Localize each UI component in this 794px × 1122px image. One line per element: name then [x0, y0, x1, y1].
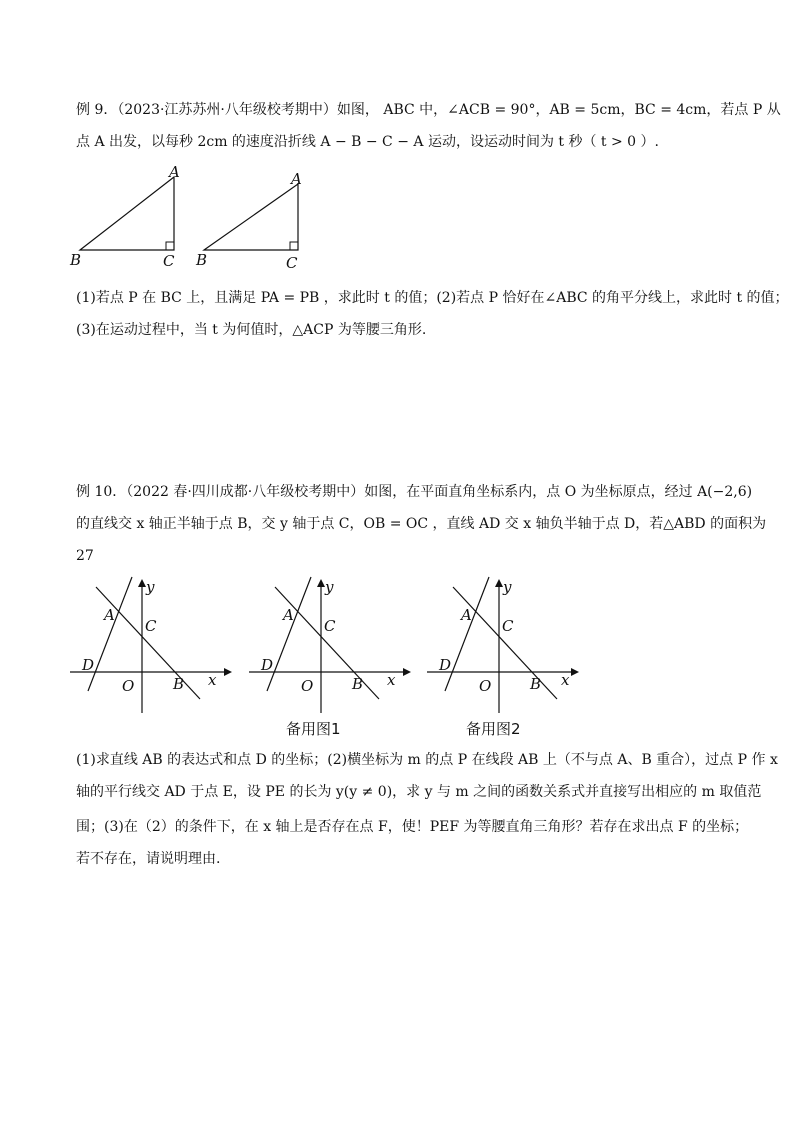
point-b-label: B: [352, 675, 364, 693]
origin-label: O: [301, 677, 314, 695]
example10-question-line4: 若不存在，请说明理由.: [76, 851, 221, 867]
triangle-figure-1: [66, 165, 186, 270]
point-d-label: D: [82, 656, 95, 674]
point-c-label: C: [502, 617, 514, 635]
x-axis-label: x: [208, 671, 217, 689]
coordinate-graph-backup-2: [427, 575, 597, 715]
example9-line1: 例 9．（2023·江苏苏州·八年级校考期中）如图， ABC 中，∠ACB = 90°，AB = 5cm，BC = 4cm，若点 P 从: [76, 102, 781, 118]
example9-line2: 点 A 出发，以每秒 2cm 的速度沿折线 A − B − C − A 运动，设运动时间为 t 秒（ t > 0 ）.: [76, 134, 659, 150]
triangle-figure-2: [190, 165, 310, 270]
example9-question-line2: (3)在运动过程中，当 t 为何值时，△ACP 为等腰三角形.: [76, 322, 427, 338]
y-axis-label: y: [325, 578, 334, 596]
example10-question-line3: 围；(3)在（2）的条件下，在 x 轴上是否存在点 F，使！PEF 为等腰直角三角形？若存在求出点 F 的坐标；: [76, 819, 749, 835]
x-axis-label: x: [561, 671, 570, 689]
origin-label: O: [479, 677, 492, 695]
point-d-label: D: [261, 656, 274, 674]
coordinate-graph-main: [70, 575, 240, 715]
example10-question-line2: 轴的平行线交 AD 于点 E，设 PE 的长为 y(y ≠ 0)，求 y 与 m 之间的函数关系式并直接写出相应的 m 取值范: [76, 784, 762, 800]
example10-question-line1: (1)求直线 AB 的表达式和点 D 的坐标；(2)横坐标为 m 的点 P 在线段 AB 上（不与点 A、B 重合），过点 P 作 x: [76, 752, 778, 768]
vertex-c-label: C: [163, 252, 175, 270]
coordinate-graph-backup-1: [249, 575, 419, 715]
point-a-label: A: [104, 606, 115, 624]
y-axis-label: y: [146, 578, 155, 596]
point-c-label: C: [324, 617, 336, 635]
example9-question-line1: (1)若点 P 在 BC 上，且满足 PA = PB ，求此时 t 的值；(2)若点 P 恰好在∠ABC 的角平分线上，求此时 t 的值；: [76, 290, 789, 306]
vertex-b-label: B: [70, 251, 82, 269]
backup-figure-1-caption: 备用图1: [286, 720, 341, 738]
example10-line1: 例 10．（2022 春·四川成都·八年级校考期中）如图，在平面直角坐标系内，点 O 为坐标原点，经过 A(−2,6): [76, 484, 753, 500]
example10-line2: 的直线交 x 轴正半轴于点 B，交 y 轴于点 C，OB = OC ，直线 AD 交 x 轴负半轴于点 D，若△ABD 的面积为: [76, 516, 767, 532]
x-axis-label: x: [387, 671, 396, 689]
point-c-label: C: [145, 617, 157, 635]
point-b-label: B: [530, 675, 542, 693]
origin-label: O: [122, 677, 135, 695]
vertex-b-label: B: [196, 251, 208, 269]
vertex-a-label: A: [291, 170, 302, 188]
vertex-c-label: C: [286, 254, 298, 272]
point-a-label: A: [461, 606, 472, 624]
point-d-label: D: [439, 656, 452, 674]
point-b-label: B: [173, 675, 185, 693]
vertex-a-label: A: [169, 163, 180, 181]
backup-figure-2-caption: 备用图2: [466, 720, 521, 738]
example10-line3: 27: [76, 548, 94, 564]
y-axis-label: y: [503, 578, 512, 596]
point-a-label: A: [283, 606, 294, 624]
